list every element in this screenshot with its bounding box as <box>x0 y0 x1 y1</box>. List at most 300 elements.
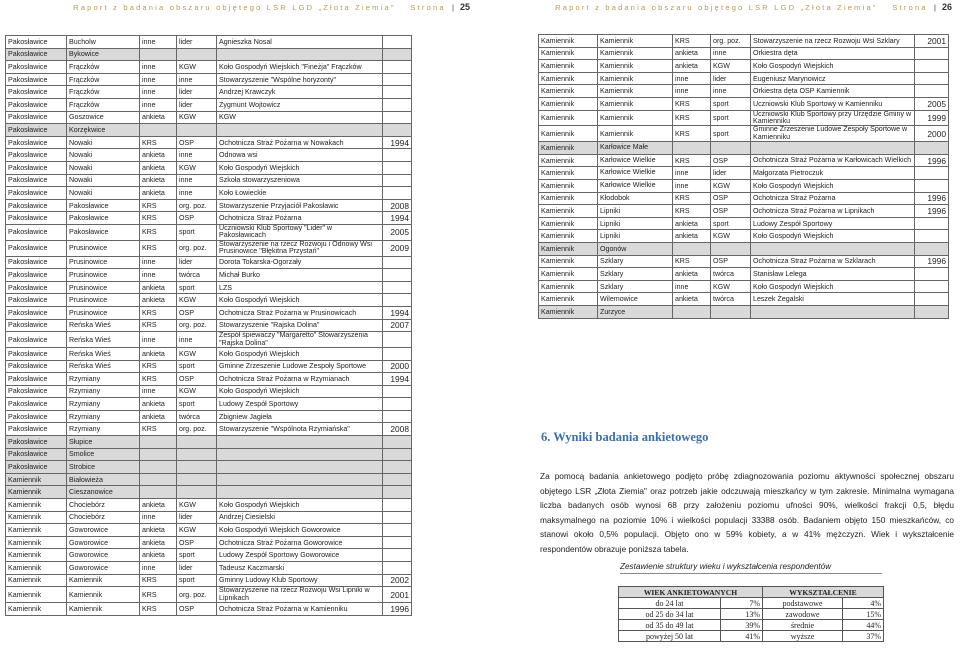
type-cell: OSP <box>177 536 217 549</box>
organization-cell: Koło Gospodyń Wiejskich Goworowice <box>217 524 383 537</box>
source-cell <box>140 48 177 61</box>
table-row <box>539 242 949 255</box>
village-cell: Prusinowice <box>67 256 140 269</box>
gmina-cell: Pakosławice <box>6 161 67 174</box>
gmina-cell: Kamiennik <box>539 192 598 205</box>
year-cell <box>915 72 949 85</box>
type-cell: KGW <box>711 179 751 192</box>
type-cell: OSP <box>177 373 217 386</box>
organization-cell: Andrzej Ciesielski <box>217 511 383 524</box>
type-cell <box>177 436 217 449</box>
year-cell: 1996 <box>915 255 949 268</box>
year-cell <box>383 461 412 474</box>
gmina-cell: Pakosławice <box>6 385 67 398</box>
village-cell: Szklary <box>598 280 673 293</box>
year-cell <box>383 161 412 174</box>
source-cell: ankieta <box>140 398 177 411</box>
table-row <box>539 110 949 126</box>
gmina-cell: Kamiennik <box>539 167 598 180</box>
organizations-table-left <box>5 35 412 616</box>
table-row <box>6 511 412 524</box>
organization-cell: Koło Gospodyń Wiejskich <box>751 280 915 293</box>
year-cell <box>383 499 412 512</box>
gmina-cell: Kamiennik <box>539 268 598 281</box>
gmina-cell: Pakosławice <box>6 174 67 187</box>
source-cell <box>673 242 711 255</box>
source-cell: ankieta <box>140 174 177 187</box>
organization-cell: Koło Gospodyń Wiejskich <box>217 499 383 512</box>
gmina-cell: Pakosławice <box>6 319 67 332</box>
source-cell: KRS <box>140 574 177 587</box>
type-cell: KGW <box>177 385 217 398</box>
table-row <box>539 35 949 48</box>
type-cell: OSP <box>711 255 751 268</box>
table-row <box>6 281 412 294</box>
source-cell: ankieta <box>673 293 711 306</box>
village-cell: Kamiennik <box>598 110 673 126</box>
organization-cell: Koło Gospodyń Wiejskich <box>751 230 915 243</box>
table-row <box>6 410 412 423</box>
village-cell: Wilemowice <box>598 293 673 306</box>
source-cell <box>140 473 177 486</box>
organization-cell: Koło Gospodyń Wiejskich <box>751 60 915 73</box>
table-row <box>6 212 412 225</box>
village-cell: Karłowice Wielkie <box>598 167 673 180</box>
village-cell: Nowaki <box>67 174 140 187</box>
year-cell: 1994 <box>383 136 412 149</box>
organization-cell: Zespół śpiewaczy "Margaretto" Stowarzyszenia "Rajska Dolina" <box>217 332 383 348</box>
source-cell: ankieta <box>673 47 711 60</box>
table-row <box>539 192 949 205</box>
gmina-cell: Pakosławice <box>6 436 67 449</box>
type-cell: sport <box>177 281 217 294</box>
table-row <box>6 48 412 61</box>
left-page-header <box>73 2 470 15</box>
table-row <box>6 187 412 200</box>
source-cell: KRS <box>140 212 177 225</box>
type-cell: KGW <box>177 161 217 174</box>
table-row <box>6 423 412 436</box>
header-bar: | <box>452 3 454 12</box>
gmina-cell: Pakosławice <box>6 61 67 74</box>
source-cell: KRS <box>140 136 177 149</box>
village-cell: Bykowice <box>67 48 140 61</box>
village-cell: Słupice <box>67 436 140 449</box>
type-cell: OSP <box>711 154 751 167</box>
gmina-cell: Kamiennik <box>539 280 598 293</box>
year-cell <box>383 332 412 348</box>
organization-cell: Odnowa wsi <box>217 149 383 162</box>
type-cell: sport <box>711 217 751 230</box>
gmina-cell: Pakosławice <box>6 461 67 474</box>
year-cell <box>383 48 412 61</box>
source-cell: KRS <box>673 255 711 268</box>
organization-cell: Gminne Zrzeszenie Ludowe Zespoły Sportowe <box>217 360 383 373</box>
table-row <box>539 142 949 155</box>
village-cell: Goworowice <box>67 524 140 537</box>
source-cell: KRS <box>673 154 711 167</box>
village-cell: Frączków <box>67 61 140 74</box>
organizations-table-right <box>538 34 949 319</box>
caption-underline <box>620 573 882 574</box>
organization-cell: Eugeniusz Marynowicz <box>751 72 915 85</box>
year-cell: 1994 <box>383 373 412 386</box>
source-cell <box>140 436 177 449</box>
education-level: zawodowe <box>763 609 843 620</box>
source-cell: ankieta <box>673 268 711 281</box>
year-cell <box>915 293 949 306</box>
source-cell: inne <box>140 86 177 99</box>
organization-cell: Małgorzata Pietroczuk <box>751 167 915 180</box>
year-cell <box>915 242 949 255</box>
table-row <box>6 385 412 398</box>
table-row <box>6 98 412 111</box>
table-row <box>6 306 412 319</box>
source-cell: inne <box>140 256 177 269</box>
table-row <box>6 373 412 386</box>
village-cell: Karłowice Małe <box>598 142 673 155</box>
village-cell: Pakosławice <box>67 199 140 212</box>
organization-cell: Uczniowski Klub Sportowy "Lider" w Pakosławicach <box>217 224 383 240</box>
gmina-cell: Pakosławice <box>6 224 67 240</box>
source-cell: inne <box>140 562 177 575</box>
table-row <box>6 269 412 282</box>
source-cell <box>140 124 177 137</box>
type-cell: KGW <box>711 60 751 73</box>
type-cell <box>177 124 217 137</box>
gmina-cell: Pakosławice <box>6 98 67 111</box>
table-row <box>6 398 412 411</box>
source-cell: ankieta <box>140 111 177 124</box>
table-row <box>6 111 412 124</box>
village-cell: Pakosławice <box>67 212 140 225</box>
table-row <box>6 499 412 512</box>
type-cell: inne <box>711 85 751 98</box>
year-cell: 2007 <box>383 319 412 332</box>
year-cell <box>915 268 949 281</box>
gmina-cell: Kamiennik <box>539 205 598 218</box>
source-cell: inne <box>140 511 177 524</box>
source-cell: ankieta <box>140 281 177 294</box>
organization-cell: Koło Gospodyń Wiejskich <box>217 294 383 307</box>
gmina-cell: Kamiennik <box>539 230 598 243</box>
organization-cell: Ochotnicza Straż Pożarna w Nowakach <box>217 136 383 149</box>
education-level: wyższe <box>763 631 843 642</box>
gmina-cell: Kamiennik <box>539 85 598 98</box>
organization-cell: Stowarzyszenie "Wspólne horyzonty" <box>217 73 383 86</box>
table-row <box>6 448 412 461</box>
village-cell: Kłodobok <box>598 192 673 205</box>
village-cell: Rzymiany <box>67 410 140 423</box>
source-cell: inne <box>140 73 177 86</box>
gmina-cell: Pakosławice <box>6 398 67 411</box>
organization-cell <box>751 242 915 255</box>
village-cell: Kamiennik <box>598 35 673 48</box>
gmina-cell: Kamiennik <box>6 473 67 486</box>
gmina-cell: Pakosławice <box>6 136 67 149</box>
gmina-cell: Pakosławice <box>6 294 67 307</box>
village-cell: Rzymiany <box>67 423 140 436</box>
organization-cell: Stowarzyszenie "Wspólnota Rzymiańska" <box>217 423 383 436</box>
source-cell: KRS <box>673 97 711 110</box>
stats-row <box>619 620 884 631</box>
organization-cell: Andrzej Krawczyk <box>217 86 383 99</box>
type-cell: KGW <box>177 111 217 124</box>
organization-cell: Koło Łowieckie <box>217 187 383 200</box>
gmina-cell: Pakosławice <box>6 111 67 124</box>
village-cell: Kamiennik <box>67 603 140 616</box>
year-cell <box>383 86 412 99</box>
table-row <box>6 603 412 616</box>
source-cell: inne <box>140 98 177 111</box>
village-cell: Strobice <box>67 461 140 474</box>
year-cell: 2002 <box>383 574 412 587</box>
year-cell <box>383 111 412 124</box>
year-cell <box>383 436 412 449</box>
stats-row <box>619 609 884 620</box>
table-row <box>6 240 412 256</box>
organization-cell: Gminny Ludowy Klub Sportowy <box>217 574 383 587</box>
gmina-cell: Pakosławice <box>6 199 67 212</box>
header-bar: | <box>934 3 936 12</box>
table-row <box>539 85 949 98</box>
gmina-cell: Kamiennik <box>539 179 598 192</box>
type-cell: OSP <box>711 205 751 218</box>
organization-cell: Agnieszka Nosal <box>217 36 383 49</box>
village-cell: Reńska Wieś <box>67 347 140 360</box>
year-cell <box>915 142 949 155</box>
table-row <box>6 149 412 162</box>
organization-cell: Stanisław Lelega <box>751 268 915 281</box>
year-cell <box>915 179 949 192</box>
type-cell: inne <box>177 187 217 200</box>
village-cell: Chociebórz <box>67 499 140 512</box>
organization-cell: Zygmunt Wojtowicz <box>217 98 383 111</box>
source-cell: inne <box>673 72 711 85</box>
source-cell: inne <box>673 167 711 180</box>
village-cell: Białowieża <box>67 473 140 486</box>
header-title: Raport z badania obszaru objętego LSR LGD „Złota Ziemia" <box>555 3 878 12</box>
table-row <box>539 60 949 73</box>
year-cell: 2001 <box>915 35 949 48</box>
organization-cell: Ochotnicza Straż Pożarna w Prusinowicach <box>217 306 383 319</box>
type-cell <box>177 48 217 61</box>
source-cell: ankieta <box>140 187 177 200</box>
table-row <box>539 205 949 218</box>
table-row <box>6 536 412 549</box>
organization-cell <box>751 305 915 318</box>
age-share: 41% <box>721 631 763 642</box>
organization-cell: Uczniowski Klub Sportowy w Kamienniku <box>751 97 915 110</box>
gmina-cell: Kamiennik <box>6 549 67 562</box>
organization-cell: LZS <box>217 281 383 294</box>
village-cell: Kamiennik <box>67 574 140 587</box>
year-cell <box>383 486 412 499</box>
year-cell <box>383 294 412 307</box>
table-row <box>6 473 412 486</box>
stats-row <box>619 631 884 642</box>
table-row <box>6 587 412 603</box>
table-row <box>6 161 412 174</box>
village-cell: Pakosławice <box>67 224 140 240</box>
gmina-cell: Pakosławice <box>6 332 67 348</box>
type-cell: lider <box>177 36 217 49</box>
left-page <box>0 0 478 656</box>
source-cell: inne <box>140 332 177 348</box>
source-cell: KRS <box>140 603 177 616</box>
gmina-cell: Kamiennik <box>6 524 67 537</box>
section-heading: 6. Wyniki badania ankietowego <box>541 430 709 444</box>
type-cell: twórca <box>711 268 751 281</box>
page-number: 26 <box>941 2 952 12</box>
village-cell: Chociebórz <box>67 511 140 524</box>
header-separator <box>402 3 404 12</box>
type-cell: lider <box>711 72 751 85</box>
village-cell: Reńska Wieś <box>67 319 140 332</box>
right-page-header <box>555 2 952 15</box>
village-cell: Reńska Wieś <box>67 332 140 348</box>
table-row <box>6 461 412 474</box>
village-cell: Zurzyce <box>598 305 673 318</box>
type-cell: KGW <box>177 294 217 307</box>
source-cell: KRS <box>140 423 177 436</box>
organization-cell <box>217 448 383 461</box>
table-row <box>6 294 412 307</box>
source-cell <box>140 461 177 474</box>
year-cell <box>383 124 412 137</box>
village-cell: Goworowice <box>67 562 140 575</box>
organization-cell: Stowarzyszenie "Rajska Dolina" <box>217 319 383 332</box>
table-row <box>6 524 412 537</box>
organization-cell: Szkoła stowarzyszeniowa <box>217 174 383 187</box>
source-cell: ankieta <box>140 549 177 562</box>
year-cell <box>383 269 412 282</box>
gmina-cell: Pakosławice <box>6 360 67 373</box>
gmina-cell: Kamiennik <box>539 126 598 142</box>
village-cell: Rzymiany <box>67 385 140 398</box>
village-cell: Prusinowice <box>67 294 140 307</box>
gmina-cell: Kamiennik <box>539 217 598 230</box>
age-share: 7% <box>721 598 763 609</box>
village-cell: Kamiennik <box>598 126 673 142</box>
village-cell: Kamiennik <box>598 72 673 85</box>
year-cell <box>383 536 412 549</box>
stats-header-education: WYKSZTAŁCENIE <box>763 587 884 598</box>
village-cell: Kamiennik <box>598 85 673 98</box>
year-cell: 1996 <box>915 154 949 167</box>
village-cell: Rzymiany <box>67 398 140 411</box>
source-cell: inne <box>140 385 177 398</box>
type-cell: sport <box>177 398 217 411</box>
table-row <box>539 167 949 180</box>
year-cell <box>915 230 949 243</box>
gmina-cell: Kamiennik <box>539 60 598 73</box>
year-cell: 1999 <box>915 110 949 126</box>
table-row <box>6 436 412 449</box>
year-cell <box>383 511 412 524</box>
table-row <box>539 268 949 281</box>
table-caption: Zestawienie struktury wieku i wykształcenia respondentów <box>620 562 832 571</box>
gmina-cell: Kamiennik <box>539 72 598 85</box>
type-cell: KGW <box>177 61 217 74</box>
organization-cell: Gminne Zrzeszenie Ludowe Zespoły Sportowe w Kamienniku <box>751 126 915 142</box>
age-group: powyżej 50 lat <box>619 631 721 642</box>
type-cell <box>177 448 217 461</box>
source-cell: ankieta <box>140 161 177 174</box>
source-cell: inne <box>673 85 711 98</box>
organization-cell: Stowarzyszenie na rzecz Rozwoju i Odnowy Wsi Prusinowice "Błękitna Przystań" <box>217 240 383 256</box>
year-cell <box>915 305 949 318</box>
table-row <box>6 136 412 149</box>
organization-cell: Orkiestra dęta <box>751 47 915 60</box>
gmina-cell: Kamiennik <box>539 255 598 268</box>
gmina-cell: Pakosławice <box>6 423 67 436</box>
village-cell: Szklary <box>598 255 673 268</box>
source-cell: KRS <box>140 360 177 373</box>
village-cell: Rzymiany <box>67 373 140 386</box>
village-cell: Nowaki <box>67 149 140 162</box>
source-cell: KRS <box>673 35 711 48</box>
gmina-cell: Pakosławice <box>6 240 67 256</box>
education-share: 4% <box>843 598 884 609</box>
education-level: średnie <box>763 620 843 631</box>
year-cell <box>915 280 949 293</box>
type-cell: lider <box>177 562 217 575</box>
year-cell: 1996 <box>383 603 412 616</box>
type-cell: sport <box>711 126 751 142</box>
organization-cell <box>751 142 915 155</box>
type-cell: OSP <box>177 136 217 149</box>
type-cell: org. poz. <box>177 240 217 256</box>
type-cell: inne <box>711 47 751 60</box>
organization-cell <box>217 436 383 449</box>
gmina-cell: Pakosławice <box>6 256 67 269</box>
organization-cell <box>217 124 383 137</box>
source-cell: ankieta <box>140 499 177 512</box>
type-cell: OSP <box>177 306 217 319</box>
source-cell <box>140 486 177 499</box>
gmina-cell: Pakosławice <box>6 124 67 137</box>
table-row <box>6 73 412 86</box>
type-cell <box>177 473 217 486</box>
table-row <box>6 360 412 373</box>
organization-cell: Ochotnicza Straż Pożarna w Szklarach <box>751 255 915 268</box>
table-row <box>6 86 412 99</box>
year-cell: 1996 <box>915 192 949 205</box>
source-cell: KRS <box>140 306 177 319</box>
gmina-cell: Kamiennik <box>6 562 67 575</box>
source-cell: ankieta <box>673 230 711 243</box>
year-cell <box>383 473 412 486</box>
organization-cell: Ochotnicza Straż Pożarna Goworowice <box>217 536 383 549</box>
gmina-cell: Kamiennik <box>539 154 598 167</box>
table-row <box>539 255 949 268</box>
year-cell <box>383 524 412 537</box>
source-cell: inne <box>673 280 711 293</box>
village-cell: Frączków <box>67 73 140 86</box>
village-cell: Bucholw <box>67 36 140 49</box>
gmina-cell: Kamiennik <box>6 511 67 524</box>
organization-cell: Koło Gospodyń Wiejskich <box>751 179 915 192</box>
year-cell <box>915 47 949 60</box>
village-cell: Kamiennik <box>598 47 673 60</box>
type-cell: twórca <box>711 293 751 306</box>
table-row <box>6 332 412 348</box>
year-cell <box>915 85 949 98</box>
table-row <box>539 305 949 318</box>
year-cell <box>383 98 412 111</box>
gmina-cell: Kamiennik <box>6 574 67 587</box>
